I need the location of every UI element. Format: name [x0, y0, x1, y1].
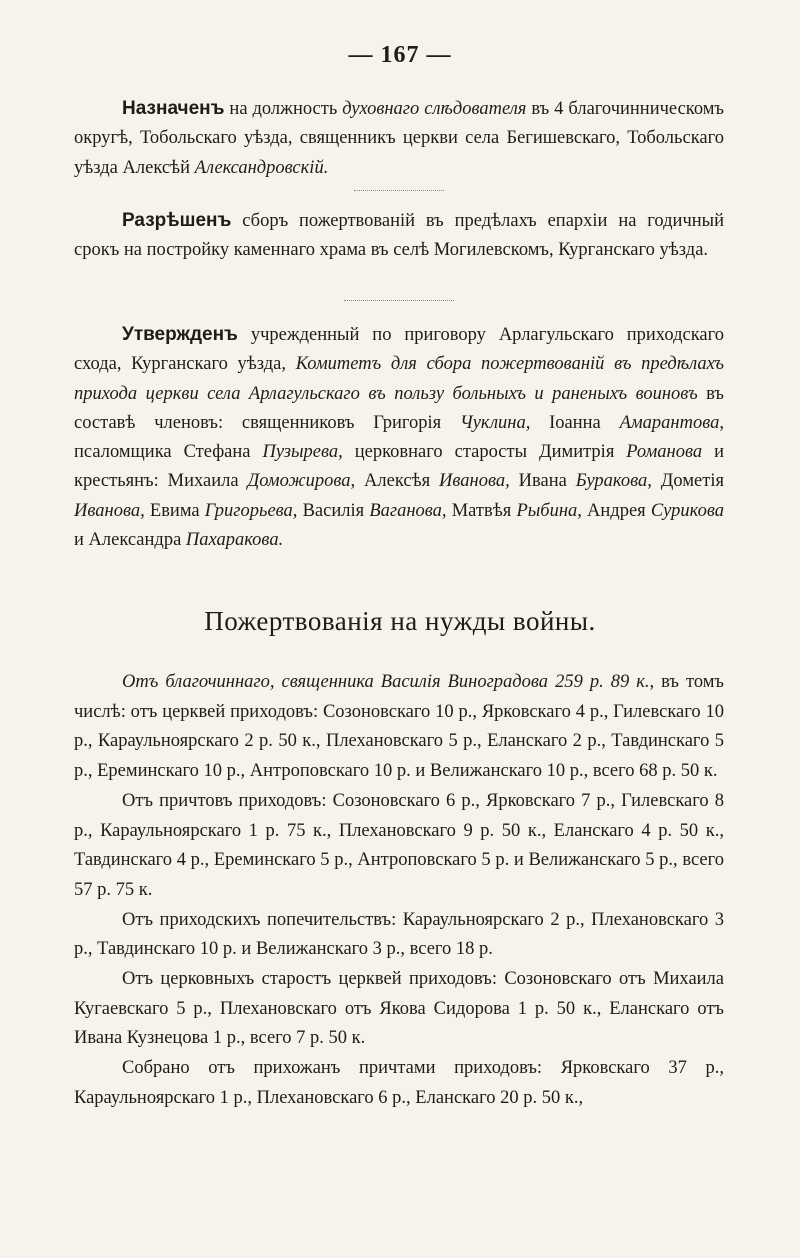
- donation-paragraph-4: Отъ церковныхъ старостъ церквей приходовъ: Созоновскаго отъ Михаила Кугаевскаго 5 р., Плехановскаго отъ Якова Сидорова 1 р. 50 к., Еланскаго отъ Ивана Кузнецова 1 р., всего 7 р. 50 к.: [74, 969, 724, 1049]
- page-number: — 167 —: [348, 42, 452, 68]
- committee-paragraph: Утвержденъ учрежденный по приговору Арлагульскаго приходскаго схода, Курганскаго уѣзда, Комитетъ для сбора пожертвованій въ предѣлахъ прихода церкви села Арлагульскаго въ пользу больныхъ и раненыхъ воиновъ въ составѣ членовъ: священниковъ Григорія Чуклина, Іоанна Амарантова, псаломщика Стефана Пузырева, церковнаго старосты Димитрія Романова и крестьянъ: Михаила Доможирова, Алексѣя Иванова, Ивана Буракова, Дометія Иванова, Евима Григорьева, Василія Ваганова, Матвѣя Рыбина, Андрея Сурикова и Александра Пахаракова.: [74, 324, 725, 551]
- appointment-notice: [74, 94, 724, 183]
- donations-list: [74, 668, 724, 1114]
- donation-paragraph-1: Отъ благочиннаго, священника Василія Виноградова 259 р. 89 к., въ томъ числѣ: отъ церквей приходовъ: Созоновскаго 10 р., Ярковскаго 4 р., Гилевскаго 10 р., Караульноярскаго 2 р. 50 к., Плехановскаго 5 р., Еланскаго 2 р., Тавдинскаго 5 р., Ереминскаго 10 р., Антроповскаго 10 р. и Велижанскаго 10 р., всего 68 р. 50 к.: [74, 672, 724, 782]
- donation-paragraph-5: Собрано отъ прихожанъ причтами приходовъ: Ярковскаго 37 р., Караульноярскаго 1 р., Плехановскаго 6 р., Еланскаго 20 р. 50 к.,: [74, 1058, 724, 1108]
- committee-notice: [74, 320, 724, 555]
- appointment-lead: Назначенъ: [122, 98, 225, 119]
- donation-paragraph-2: Отъ причтовъ приходовъ: Созоновскаго 6 р., Ярковскаго 7 р., Гилевскаго 8 р., Караульноярскаго 1 р. 75 к., Плехановскаго 9 р. 50 к., Еланскаго 4 р. 50 к., Тавдинскаго 4 р., Ереминскаго 5 р., Антроповскаго 5 р. и Велижанскаго 5 р., всего 57 р. 75 к.: [74, 790, 724, 900]
- committee-lead: Утвержденъ: [122, 324, 238, 345]
- donations-heading: Пожертвованія на нужды войны.: [204, 606, 596, 636]
- divider-1: [354, 190, 444, 191]
- permission-notice: [74, 206, 724, 266]
- permission-paragraph: Разрѣшенъ сборъ пожертвованій въ предѣлахъ епархіи на годичный срокъ на постройку каменнаго храма въ селѣ Могилевскомъ, Курганскаго уѣзда.: [74, 210, 724, 261]
- divider-2: [344, 300, 454, 301]
- appointment-paragraph: Назначенъ на должность духовнаго слѣдователя въ 4 благочинническомъ округѣ, Тобольскаго уѣзда, священникъ церкви села Бегишевскаго, Тобольскаго уѣзда Алексѣй Александровскій.: [74, 98, 725, 178]
- permission-lead: Разрѣшенъ: [122, 210, 232, 231]
- donation-paragraph-3: Отъ приходскихъ попечительствъ: Караульноярскаго 2 р., Плехановскаго 3 р., Тавдинскаго 10 р. и Велижанскаго 3 р., всего 18 р.: [74, 909, 724, 960]
